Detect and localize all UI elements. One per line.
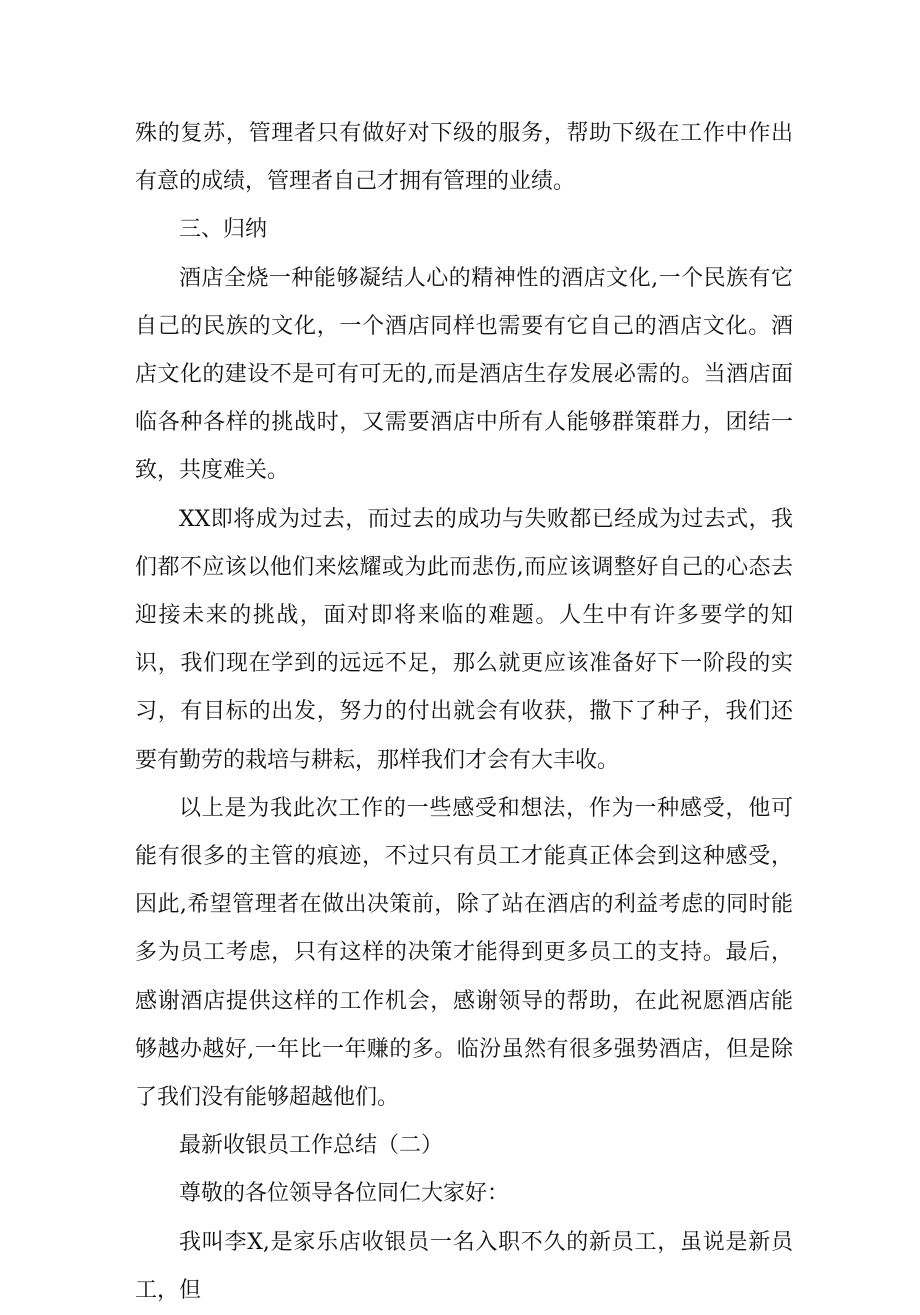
section-heading-cashier-summary: 最新收银员工作总结（二） xyxy=(179,1133,444,1159)
document-body xyxy=(135,110,793,1315)
paragraph-greeting: 尊敬的各位领导各位同仁大家好： xyxy=(179,1181,510,1207)
paragraph-future: XX即将成为过去，而过去的成功与失败都已经成为过去式，我们都不应该以他们来炫耀或为此而悲伤,而应该调整好自己的心态去迎接未来的挑战，面对即将来临的难题。人生中有许多要学的知识，我们现在学到的远远不足，那么就更应该准备好下一阶段的实习，有目标的出发，努力的付出就会有收获，撒下了种子，我们还要有勤劳的栽培与耕耘，那样我们才会有大丰收。 xyxy=(135,506,793,773)
section-heading-summary: 三、归纳 xyxy=(179,217,268,243)
paragraph-continuation: 殊的复苏，管理者只有做好对下级的服务，帮助下级在工作中作出有意的成绩，管理者自己才拥有管理的业绩。 xyxy=(135,121,793,195)
paragraph-introduction: 我叫李X,是家乐店收银员一名入职不久的新员工，虽说是新员工，但 xyxy=(135,1229,793,1303)
paragraph-closing-thoughts: 以上是为我此次工作的一些感受和想法，作为一种感受，他可能有很多的主管的痕迹，不过只有员工才能真正体会到这种感受，因此,希望管理者在做出决策前，除了站在酒店的利益考虑的同时能多为员工考虑，只有这样的决策才能得到更多员工的支持。最后，感谢酒店提供这样的工作机会，感谢领导的帮助，在此祝愿酒店能够越办越好,一年比一年赚的多。临汾虽然有很多强势酒店，但是除了我们没有能够超越他们。 xyxy=(135,795,793,1111)
paragraph-hotel-culture: 酒店全烧一种能够凝结人心的精神性的酒店文化,一个民族有它自己的民族的文化，一个酒店同样也需要有它自己的酒店文化。酒店文化的建设不是可有可无的,而是酒店生存发展必需的。当酒店面临各种各样的挑战时，又需要酒店中所有人能够群策群力，团结一致，共度难关。 xyxy=(135,265,793,484)
